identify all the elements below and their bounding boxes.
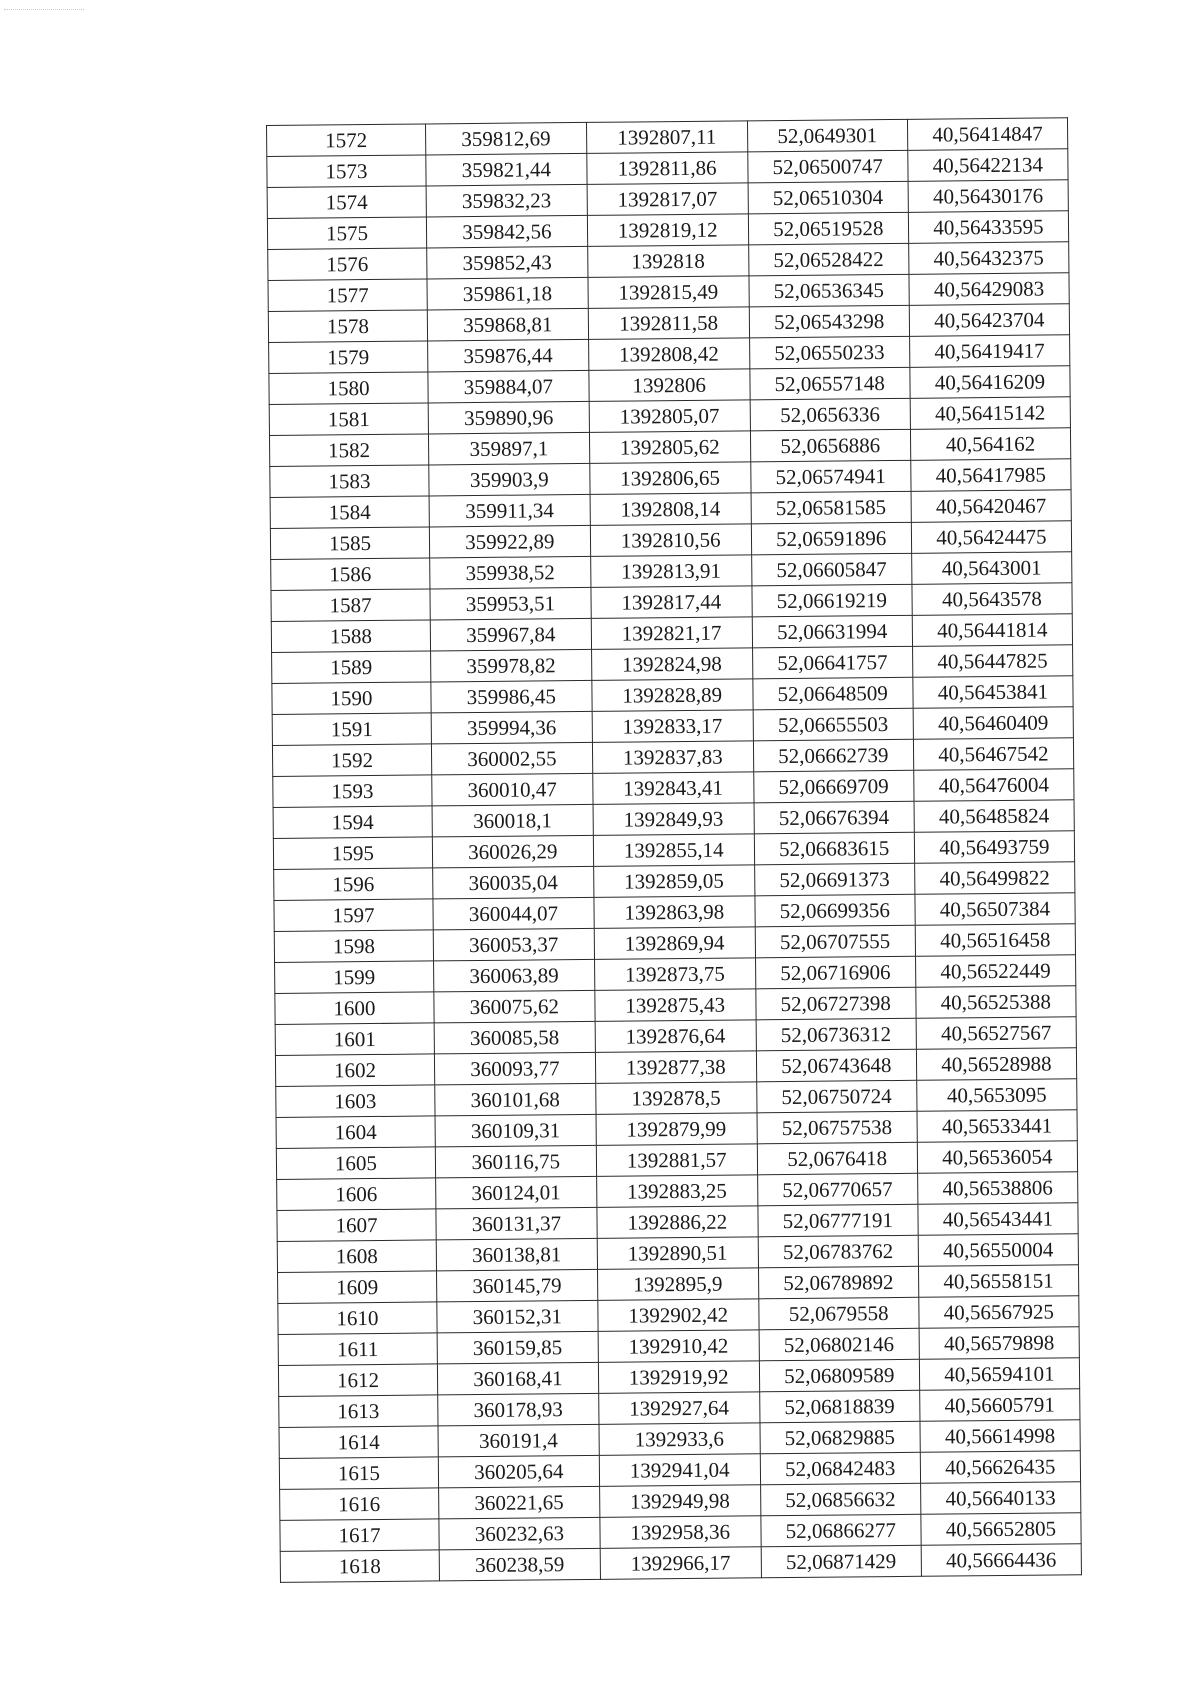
y-coordinate-cell: 1392881,57 <box>596 1144 757 1177</box>
longitude-cell: 40,56430176 <box>908 180 1068 213</box>
latitude-cell: 52,06648509 <box>753 677 913 710</box>
x-coordinate-cell: 360010,47 <box>432 773 593 806</box>
latitude-cell: 52,06809589 <box>759 1359 919 1392</box>
x-coordinate-cell: 359922,89 <box>429 525 590 558</box>
point-number-cell: 1599 <box>275 961 434 994</box>
x-coordinate-cell: 359821,44 <box>426 153 587 186</box>
point-number-cell: 1583 <box>270 465 429 498</box>
longitude-cell: 40,56433595 <box>908 211 1068 244</box>
point-number-cell: 1613 <box>279 1395 438 1428</box>
latitude-cell: 52,06557148 <box>750 367 910 400</box>
point-number-cell: 1580 <box>269 372 428 405</box>
y-coordinate-cell: 1392877,38 <box>595 1051 756 1084</box>
point-number-cell: 1611 <box>278 1333 437 1366</box>
y-coordinate-cell: 1392919,92 <box>598 1361 759 1394</box>
x-coordinate-cell: 359868,81 <box>427 308 588 341</box>
point-number-cell: 1604 <box>276 1116 435 1149</box>
x-coordinate-cell: 360131,37 <box>436 1207 597 1240</box>
y-coordinate-cell: 1392966,17 <box>600 1547 761 1580</box>
longitude-cell: 40,56485824 <box>914 800 1074 833</box>
point-number-cell: 1579 <box>269 341 428 374</box>
point-number-cell: 1594 <box>273 806 432 839</box>
y-coordinate-cell: 1392941,04 <box>599 1454 760 1487</box>
latitude-cell: 52,06866277 <box>761 1514 921 1547</box>
x-coordinate-cell: 359884,07 <box>428 370 589 403</box>
latitude-cell: 52,06716906 <box>755 956 915 989</box>
point-number-cell: 1582 <box>269 434 428 467</box>
point-number-cell: 1576 <box>268 248 427 281</box>
latitude-cell: 52,06691373 <box>754 863 914 896</box>
x-coordinate-cell: 360085,58 <box>434 1021 595 1054</box>
longitude-cell: 40,56420467 <box>911 490 1071 523</box>
x-coordinate-cell: 360145,79 <box>436 1269 597 1302</box>
latitude-cell: 52,06802146 <box>759 1328 919 1361</box>
y-coordinate-cell: 1392805,07 <box>589 400 750 433</box>
latitude-cell: 52,06641757 <box>752 646 912 679</box>
longitude-cell: 40,56422134 <box>908 149 1068 182</box>
point-number-cell: 1617 <box>280 1519 439 1552</box>
y-coordinate-cell: 1392883,25 <box>596 1175 757 1208</box>
y-coordinate-cell: 1392933,6 <box>599 1423 760 1456</box>
latitude-cell: 52,06655503 <box>753 708 913 741</box>
point-number-cell: 1589 <box>272 651 431 684</box>
y-coordinate-cell: 1392806 <box>589 369 750 402</box>
y-coordinate-cell: 1392890,51 <box>597 1237 758 1270</box>
y-coordinate-cell: 1392808,42 <box>588 338 749 371</box>
point-number-cell: 1612 <box>278 1364 437 1397</box>
longitude-cell: 40,56414847 <box>907 118 1067 151</box>
point-number-cell: 1595 <box>273 837 432 870</box>
longitude-cell: 40,56516458 <box>915 924 1075 957</box>
point-number-cell: 1597 <box>274 899 433 932</box>
longitude-cell: 40,56527567 <box>916 1017 1076 1050</box>
longitude-cell: 40,56424475 <box>911 521 1071 554</box>
x-coordinate-cell: 360159,85 <box>437 1331 598 1364</box>
latitude-cell: 52,0676418 <box>757 1142 917 1175</box>
latitude-cell: 52,06856632 <box>760 1483 920 1516</box>
latitude-cell: 52,06669709 <box>753 770 913 803</box>
longitude-cell: 40,56664436 <box>921 1544 1081 1577</box>
longitude-cell: 40,56579898 <box>919 1327 1079 1360</box>
x-coordinate-cell: 359903,9 <box>429 463 590 496</box>
longitude-cell: 40,5643578 <box>912 583 1072 616</box>
y-coordinate-cell: 1392875,43 <box>595 989 756 1022</box>
y-coordinate-cell: 1392910,42 <box>598 1330 759 1363</box>
y-coordinate-cell: 1392886,22 <box>597 1206 758 1239</box>
x-coordinate-cell: 360116,75 <box>435 1145 596 1178</box>
y-coordinate-cell: 1392821,17 <box>591 617 752 650</box>
latitude-cell: 52,06770657 <box>757 1173 917 1206</box>
latitude-cell: 52,06662739 <box>753 739 913 772</box>
y-coordinate-cell: 1392817,44 <box>591 586 752 619</box>
point-number-cell: 1584 <box>270 496 429 529</box>
latitude-cell: 52,0656336 <box>750 398 910 431</box>
point-number-cell: 1575 <box>267 217 426 250</box>
point-number-cell: 1615 <box>279 1457 438 1490</box>
point-number-cell: 1606 <box>277 1178 436 1211</box>
longitude-cell: 40,56423704 <box>909 304 1069 337</box>
y-coordinate-cell: 1392863,98 <box>594 896 755 929</box>
y-coordinate-cell: 1392902,42 <box>598 1299 759 1332</box>
y-coordinate-cell: 1392849,93 <box>593 803 754 836</box>
y-coordinate-cell: 1392824,98 <box>591 648 752 681</box>
table-row <box>280 1544 1081 1583</box>
latitude-cell: 52,06581585 <box>751 491 911 524</box>
longitude-cell: 40,56493759 <box>914 831 1074 864</box>
x-coordinate-cell: 360152,31 <box>437 1300 598 1333</box>
longitude-cell: 40,56507384 <box>915 893 1075 926</box>
point-number-cell: 1610 <box>278 1302 437 1335</box>
x-coordinate-cell: 360124,01 <box>436 1176 597 1209</box>
y-coordinate-cell: 1392895,9 <box>597 1268 758 1301</box>
longitude-cell: 40,56525388 <box>916 986 1076 1019</box>
longitude-cell: 40,56640133 <box>920 1482 1080 1515</box>
y-coordinate-cell: 1392876,64 <box>595 1020 756 1053</box>
longitude-cell: 40,56499822 <box>914 862 1074 895</box>
longitude-cell: 40,56652805 <box>921 1513 1081 1546</box>
longitude-cell: 40,56460409 <box>913 707 1073 740</box>
point-number-cell: 1592 <box>272 744 431 777</box>
y-coordinate-cell: 1392805,62 <box>589 431 750 464</box>
y-coordinate-cell: 1392855,14 <box>593 834 754 867</box>
latitude-cell: 52,0679558 <box>758 1297 918 1330</box>
point-number-cell: 1572 <box>267 124 426 157</box>
latitude-cell: 52,06707555 <box>755 925 915 958</box>
x-coordinate-cell: 360168,41 <box>437 1362 598 1395</box>
y-coordinate-cell: 1392807,11 <box>586 121 747 154</box>
y-coordinate-cell: 1392878,5 <box>595 1082 756 1115</box>
point-number-cell: 1591 <box>272 713 431 746</box>
longitude-cell: 40,56536054 <box>917 1141 1077 1174</box>
longitude-cell: 40,56528988 <box>916 1048 1076 1081</box>
y-coordinate-cell: 1392828,89 <box>592 679 753 712</box>
x-coordinate-cell: 359938,52 <box>430 556 591 589</box>
longitude-cell: 40,56447825 <box>912 645 1072 678</box>
longitude-cell: 40,56614998 <box>920 1420 1080 1453</box>
point-number-cell: 1588 <box>271 620 430 653</box>
point-number-cell: 1598 <box>274 930 433 963</box>
longitude-cell: 40,56415142 <box>910 397 1070 430</box>
longitude-cell: 40,56567925 <box>919 1296 1079 1329</box>
latitude-cell: 52,06574941 <box>750 460 910 493</box>
longitude-cell: 40,564162 <box>910 428 1070 461</box>
y-coordinate-cell: 1392949,98 <box>599 1485 760 1518</box>
y-coordinate-cell: 1392843,41 <box>592 772 753 805</box>
latitude-cell: 52,06818839 <box>759 1390 919 1423</box>
latitude-cell: 52,06619219 <box>752 584 912 617</box>
y-coordinate-cell: 1392817,07 <box>587 183 748 216</box>
point-number-cell: 1587 <box>271 589 430 622</box>
latitude-cell: 52,06676394 <box>754 801 914 834</box>
x-coordinate-cell: 360002,55 <box>431 742 592 775</box>
point-number-cell: 1605 <box>276 1147 435 1180</box>
longitude-cell: 40,56543441 <box>918 1203 1078 1236</box>
x-coordinate-cell: 359986,45 <box>431 680 592 713</box>
longitude-cell: 40,56417985 <box>911 459 1071 492</box>
point-number-cell: 1608 <box>277 1240 436 1273</box>
latitude-cell: 52,06550233 <box>749 336 909 369</box>
longitude-cell: 40,56453841 <box>913 676 1073 709</box>
longitude-cell: 40,56432375 <box>908 242 1068 275</box>
x-coordinate-cell: 359812,69 <box>425 122 586 155</box>
longitude-cell: 40,56594101 <box>919 1358 1079 1391</box>
longitude-cell: 40,56476004 <box>914 769 1074 802</box>
x-coordinate-cell: 359911,34 <box>429 494 590 527</box>
y-coordinate-cell: 1392873,75 <box>594 958 755 991</box>
x-coordinate-cell: 360053,37 <box>433 928 594 961</box>
x-coordinate-cell: 360205,64 <box>438 1455 599 1488</box>
y-coordinate-cell: 1392958,36 <box>600 1516 761 1549</box>
point-number-cell: 1585 <box>270 527 429 560</box>
x-coordinate-cell: 360063,89 <box>434 959 595 992</box>
y-coordinate-cell: 1392818 <box>587 245 748 278</box>
longitude-cell: 40,56626435 <box>920 1451 1080 1484</box>
longitude-cell: 40,56416209 <box>910 366 1070 399</box>
longitude-cell: 40,56419417 <box>909 335 1069 368</box>
y-coordinate-cell: 1392819,12 <box>587 214 748 247</box>
point-number-cell: 1601 <box>275 1023 434 1056</box>
point-number-cell: 1602 <box>275 1054 434 1087</box>
point-number-cell: 1616 <box>280 1488 439 1521</box>
latitude-cell: 52,06727398 <box>755 987 915 1020</box>
point-number-cell: 1581 <box>269 403 428 436</box>
point-number-cell: 1593 <box>273 775 432 808</box>
y-coordinate-cell: 1392813,91 <box>590 555 751 588</box>
longitude-cell: 40,56533441 <box>917 1110 1077 1143</box>
point-number-cell: 1603 <box>276 1085 435 1118</box>
point-number-cell: 1596 <box>274 868 433 901</box>
latitude-cell: 52,06591896 <box>751 522 911 555</box>
latitude-cell: 52,06757538 <box>757 1111 917 1144</box>
longitude-cell: 40,56558151 <box>918 1265 1078 1298</box>
longitude-cell: 40,56550004 <box>918 1234 1078 1267</box>
coordinates-table <box>266 117 1082 1583</box>
x-coordinate-cell: 359978,82 <box>431 649 592 682</box>
latitude-cell: 52,06699356 <box>755 894 915 927</box>
longitude-cell: 40,56538806 <box>917 1172 1077 1205</box>
longitude-cell: 40,5643001 <box>911 552 1071 585</box>
latitude-cell: 52,06736312 <box>756 1018 916 1051</box>
x-coordinate-cell: 359967,84 <box>430 618 591 651</box>
point-number-cell: 1600 <box>275 992 434 1025</box>
point-number-cell: 1609 <box>278 1271 437 1304</box>
x-coordinate-cell: 360178,93 <box>438 1393 599 1426</box>
latitude-cell: 52,06543298 <box>749 305 909 338</box>
y-coordinate-cell: 1392808,14 <box>590 493 751 526</box>
coordinates-table-body <box>267 118 1082 1583</box>
x-coordinate-cell: 360075,62 <box>434 990 595 1023</box>
x-coordinate-cell: 359876,44 <box>428 339 589 372</box>
point-number-cell: 1614 <box>279 1426 438 1459</box>
latitude-cell: 52,06683615 <box>754 832 914 865</box>
latitude-cell: 52,06750724 <box>756 1080 916 1113</box>
y-coordinate-cell: 1392869,94 <box>594 927 755 960</box>
longitude-cell: 40,56605791 <box>919 1389 1079 1422</box>
point-number-cell: 1618 <box>280 1550 439 1583</box>
y-coordinate-cell: 1392811,58 <box>588 307 749 340</box>
x-coordinate-cell: 359852,43 <box>427 246 588 279</box>
y-coordinate-cell: 1392833,17 <box>592 710 753 743</box>
latitude-cell: 52,06871429 <box>761 1545 921 1578</box>
x-coordinate-cell: 360026,29 <box>432 835 593 868</box>
latitude-cell: 52,06829885 <box>760 1421 920 1454</box>
x-coordinate-cell: 360018,1 <box>432 804 593 837</box>
latitude-cell: 52,0649301 <box>747 119 907 152</box>
latitude-cell: 52,06536345 <box>749 274 909 307</box>
latitude-cell: 52,06605847 <box>751 553 911 586</box>
x-coordinate-cell: 360035,04 <box>433 866 594 899</box>
x-coordinate-cell: 360101,68 <box>435 1083 596 1116</box>
latitude-cell: 52,06777191 <box>758 1204 918 1237</box>
point-number-cell: 1590 <box>272 682 431 715</box>
point-number-cell: 1577 <box>268 279 427 312</box>
x-coordinate-cell: 360221,65 <box>439 1486 600 1519</box>
y-coordinate-cell: 1392837,83 <box>592 741 753 774</box>
y-coordinate-cell: 1392806,65 <box>589 462 750 495</box>
longitude-cell: 40,56467542 <box>913 738 1073 771</box>
latitude-cell: 52,06519528 <box>748 212 908 245</box>
latitude-cell: 52,06842483 <box>760 1452 920 1485</box>
point-number-cell: 1607 <box>277 1209 436 1242</box>
scan-header-marks <box>4 9 84 13</box>
longitude-cell: 40,56522449 <box>915 955 1075 988</box>
point-number-cell: 1586 <box>271 558 430 591</box>
longitude-cell: 40,56441814 <box>912 614 1072 647</box>
y-coordinate-cell: 1392810,56 <box>590 524 751 557</box>
y-coordinate-cell: 1392879,99 <box>596 1113 757 1146</box>
x-coordinate-cell: 360191,4 <box>438 1424 599 1457</box>
x-coordinate-cell: 359861,18 <box>427 277 588 310</box>
latitude-cell: 52,06743648 <box>756 1049 916 1082</box>
latitude-cell: 52,06510304 <box>748 181 908 214</box>
x-coordinate-cell: 359897,1 <box>428 432 589 465</box>
y-coordinate-cell: 1392811,86 <box>587 152 748 185</box>
x-coordinate-cell: 359890,96 <box>428 401 589 434</box>
x-coordinate-cell: 359994,36 <box>431 711 592 744</box>
longitude-cell: 40,5653095 <box>917 1079 1077 1112</box>
longitude-cell: 40,56429083 <box>909 273 1069 306</box>
y-coordinate-cell: 1392859,05 <box>593 865 754 898</box>
y-coordinate-cell: 1392927,64 <box>598 1392 759 1425</box>
latitude-cell: 52,06783762 <box>758 1235 918 1268</box>
x-coordinate-cell: 359842,56 <box>426 215 587 248</box>
x-coordinate-cell: 360232,63 <box>439 1517 600 1550</box>
latitude-cell: 52,06789892 <box>758 1266 918 1299</box>
x-coordinate-cell: 360093,77 <box>434 1052 595 1085</box>
point-number-cell: 1573 <box>267 155 426 188</box>
x-coordinate-cell: 360238,59 <box>439 1548 600 1581</box>
latitude-cell: 52,06528422 <box>748 243 908 276</box>
latitude-cell: 52,0656886 <box>750 429 910 462</box>
latitude-cell: 52,06500747 <box>747 150 907 183</box>
x-coordinate-cell: 360109,31 <box>435 1114 596 1147</box>
y-coordinate-cell: 1392815,49 <box>588 276 749 309</box>
point-number-cell: 1578 <box>268 310 427 343</box>
latitude-cell: 52,06631994 <box>752 615 912 648</box>
x-coordinate-cell: 359832,23 <box>426 184 587 217</box>
point-number-cell: 1574 <box>267 186 426 219</box>
x-coordinate-cell: 360044,07 <box>433 897 594 930</box>
x-coordinate-cell: 360138,81 <box>436 1238 597 1271</box>
x-coordinate-cell: 359953,51 <box>430 587 591 620</box>
